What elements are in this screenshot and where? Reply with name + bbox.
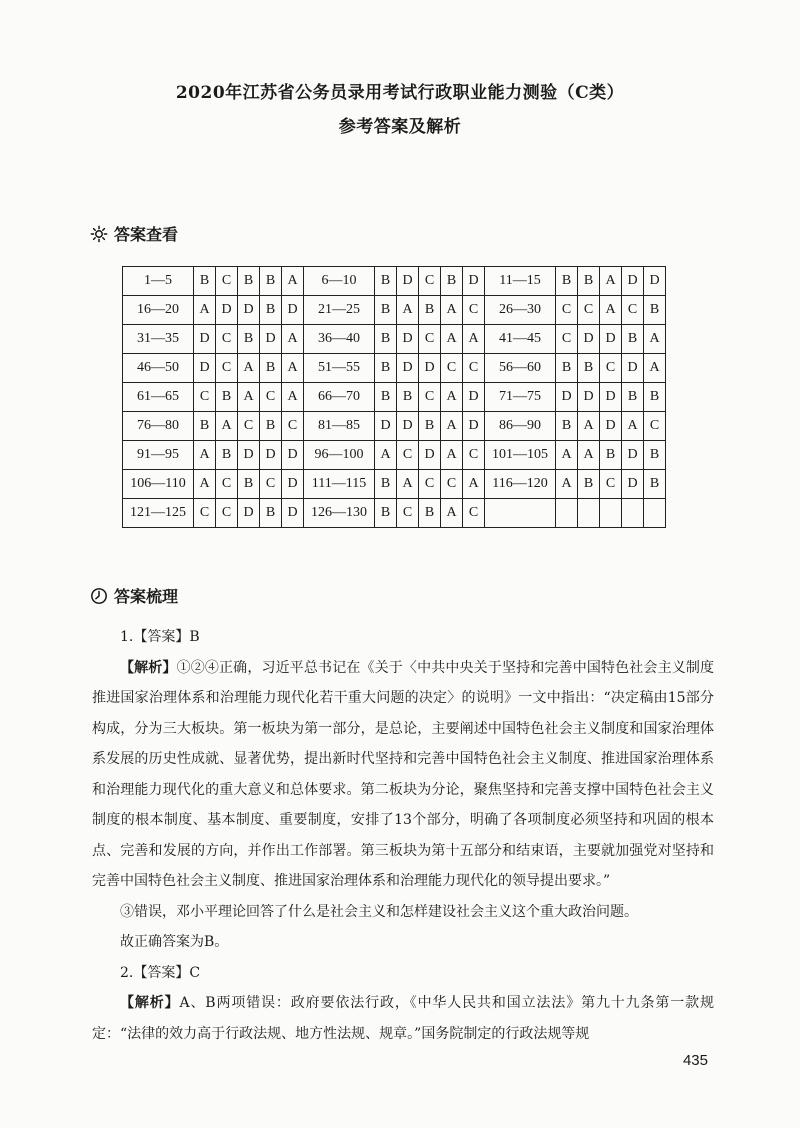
answer-letter-cell: A: [556, 470, 578, 499]
answer-letter-cell: D: [260, 325, 282, 354]
q2-answer-header: 2.【答案】C: [120, 964, 201, 981]
q1-conclusion: 故正确答案为B。: [120, 934, 229, 950]
question-range-cell: 46—50: [123, 354, 194, 383]
question-range-cell: 71—75: [485, 383, 556, 412]
answer-row: [123, 354, 666, 383]
answer-letter-cell: B: [260, 412, 282, 441]
answer-letter-cell: B: [419, 296, 441, 325]
answer-letter-cell: C: [441, 354, 463, 383]
answer-letter-cell: A: [463, 325, 485, 354]
answer-letter-cell: A: [441, 383, 463, 412]
answer-letter-cell: B: [216, 383, 238, 412]
answer-letter-cell: D: [397, 267, 419, 296]
answer-letter-cell: [644, 499, 666, 528]
answer-letter-cell: C: [216, 354, 238, 383]
answer-letter-cell: [600, 499, 622, 528]
answer-letter-cell: C: [600, 354, 622, 383]
answer-letter-cell: B: [644, 441, 666, 470]
answer-letter-cell: D: [397, 354, 419, 383]
answer-letter-cell: B: [644, 296, 666, 325]
answer-row: [123, 325, 666, 354]
answer-row: [123, 412, 666, 441]
answer-letter-cell: B: [556, 354, 578, 383]
analysis-section-heading: [90, 584, 178, 607]
answer-letter-cell: D: [622, 470, 644, 499]
answer-letter-cell: B: [216, 441, 238, 470]
answer-letter-cell: D: [397, 412, 419, 441]
answer-letter-cell: C: [216, 470, 238, 499]
answer-letter-cell: B: [578, 267, 600, 296]
answer-letter-cell: C: [194, 499, 216, 528]
answer-letter-cell: A: [238, 383, 260, 412]
question-range-cell: 91—95: [123, 441, 194, 470]
answer-letter-cell: B: [578, 354, 600, 383]
answer-letter-cell: C: [260, 383, 282, 412]
q1-paragraph-2: ③错误，邓小平理论回答了什么是社会主义和怎样建设社会主义这个重大政治问题。: [120, 903, 638, 920]
answer-letter-cell: D: [622, 441, 644, 470]
answer-letter-cell: A: [600, 296, 622, 325]
answer-letter-cell: D: [600, 325, 622, 354]
answer-letter-cell: D: [238, 296, 260, 325]
q1-analysis: [92, 653, 714, 897]
answer-letter-cell: B: [260, 354, 282, 383]
answer-letter-cell: C: [463, 441, 485, 470]
answer-letter-cell: B: [419, 412, 441, 441]
q2-analysis-text: A、B两项错误：政府要依法行政，《中华人民共和国立法法》第九十九条第一款规定：“法律的效力高于行政法规、地方性法规、规章。”国务院制定的行政法规等规: [92, 995, 714, 1042]
answer-letter-cell: B: [397, 383, 419, 412]
answer-letter-cell: A: [600, 267, 622, 296]
answer-letter-cell: B: [622, 325, 644, 354]
answer-letter-cell: B: [622, 383, 644, 412]
answer-letter-cell: A: [622, 412, 644, 441]
answer-letter-cell: C: [463, 499, 485, 528]
answer-letter-cell: B: [375, 470, 397, 499]
answer-letter-cell: B: [644, 383, 666, 412]
answer-letter-cell: D: [600, 383, 622, 412]
answer-letter-cell: D: [463, 412, 485, 441]
question-range-cell: 51—55: [304, 354, 375, 383]
answer-letter-cell: A: [194, 441, 216, 470]
answer-letter-cell: B: [194, 412, 216, 441]
answer-letter-cell: B: [194, 267, 216, 296]
answer-letter-cell: D: [622, 267, 644, 296]
answer-letter-cell: A: [556, 441, 578, 470]
answer-letter-cell: A: [463, 470, 485, 499]
question-range-cell: 61—65: [123, 383, 194, 412]
q1-answer-header: 1.【答案】B: [120, 629, 200, 645]
answer-letter-cell: D: [194, 354, 216, 383]
answer-letter-cell: B: [578, 470, 600, 499]
question-range-cell: [485, 499, 556, 528]
analysis-label: 【解析】: [120, 995, 180, 1011]
answer-letter-cell: D: [260, 441, 282, 470]
question-range-cell: 101—105: [485, 441, 556, 470]
answer-row: [123, 441, 666, 470]
answer-letter-cell: B: [238, 267, 260, 296]
answer-letter-cell: A: [441, 412, 463, 441]
answer-letter-cell: C: [578, 296, 600, 325]
answer-letter-cell: C: [397, 499, 419, 528]
answer-letter-cell: D: [282, 441, 304, 470]
answer-table: [122, 266, 666, 528]
answers-section-heading: [90, 222, 178, 245]
answer-letter-cell: D: [578, 325, 600, 354]
answer-letter-cell: A: [282, 267, 304, 296]
answer-letter-cell: C: [463, 296, 485, 325]
question-range-cell: 1—5: [123, 267, 194, 296]
question-range-cell: 86—90: [485, 412, 556, 441]
question-range-cell: 41—45: [485, 325, 556, 354]
answer-letter-cell: C: [419, 325, 441, 354]
answer-letter-cell: D: [397, 325, 419, 354]
answer-letter-cell: B: [556, 412, 578, 441]
answer-letter-cell: D: [419, 354, 441, 383]
answer-letter-cell: B: [375, 296, 397, 325]
answer-letter-cell: B: [419, 499, 441, 528]
answer-row: [123, 296, 666, 325]
page-title: 2020年江苏省公务员录用考试行政职业能力测验（C类）: [175, 83, 625, 103]
answer-letter-cell: [622, 499, 644, 528]
question-range-cell: 111—115: [304, 470, 375, 499]
answer-letter-cell: A: [282, 383, 304, 412]
answer-letter-cell: C: [238, 412, 260, 441]
answer-letter-cell: B: [375, 267, 397, 296]
question-range-cell: 81—85: [304, 412, 375, 441]
answer-letter-cell: B: [260, 296, 282, 325]
question-range-cell: 126—130: [304, 499, 375, 528]
answer-letter-cell: D: [419, 441, 441, 470]
question-range-cell: 31—35: [123, 325, 194, 354]
answer-row: [123, 383, 666, 412]
answer-letter-cell: B: [375, 325, 397, 354]
answer-letter-cell: A: [578, 441, 600, 470]
question-range-cell: 21—25: [304, 296, 375, 325]
answer-letter-cell: A: [441, 325, 463, 354]
answer-letter-cell: A: [397, 470, 419, 499]
answer-letter-cell: A: [194, 296, 216, 325]
page-number: 435: [682, 1052, 708, 1069]
answer-letter-cell: D: [556, 383, 578, 412]
question-range-cell: 76—80: [123, 412, 194, 441]
question-range-cell: 121—125: [123, 499, 194, 528]
clock-icon: [90, 587, 108, 605]
answer-letter-cell: C: [556, 296, 578, 325]
question-range-cell: 56—60: [485, 354, 556, 383]
answer-letter-cell: [578, 499, 600, 528]
answer-letter-cell: B: [644, 470, 666, 499]
answer-letter-cell: A: [282, 325, 304, 354]
answer-letter-cell: A: [194, 470, 216, 499]
question-range-cell: 116—120: [485, 470, 556, 499]
answer-letter-cell: C: [644, 412, 666, 441]
answer-letter-cell: D: [644, 267, 666, 296]
answer-letter-cell: C: [397, 441, 419, 470]
question-range-cell: 26—30: [485, 296, 556, 325]
answer-letter-cell: C: [194, 383, 216, 412]
answer-letter-cell: A: [441, 499, 463, 528]
answer-letter-cell: D: [375, 412, 397, 441]
answer-letter-cell: A: [578, 412, 600, 441]
answer-letter-cell: D: [578, 383, 600, 412]
answer-letter-cell: C: [260, 470, 282, 499]
answer-letter-cell: C: [556, 325, 578, 354]
question-range-cell: 6—10: [304, 267, 375, 296]
answer-letter-cell: A: [441, 296, 463, 325]
question-range-cell: 106—110: [123, 470, 194, 499]
answer-letter-cell: C: [216, 267, 238, 296]
answer-letter-cell: D: [463, 267, 485, 296]
q2-analysis: [92, 988, 714, 1049]
question-range-cell: 11—15: [485, 267, 556, 296]
answer-letter-cell: D: [282, 470, 304, 499]
answer-letter-cell: A: [644, 325, 666, 354]
answer-letter-cell: C: [463, 354, 485, 383]
question-range-cell: 96—100: [304, 441, 375, 470]
answer-letter-cell: D: [194, 325, 216, 354]
answer-row: [123, 267, 666, 296]
question-range-cell: 36—40: [304, 325, 375, 354]
answer-letter-cell: D: [216, 296, 238, 325]
answer-letter-cell: C: [622, 296, 644, 325]
answer-letter-cell: B: [238, 325, 260, 354]
question-range-cell: 66—70: [304, 383, 375, 412]
answer-letter-cell: B: [238, 470, 260, 499]
answer-letter-cell: B: [441, 267, 463, 296]
answer-letter-cell: C: [419, 383, 441, 412]
answer-letter-cell: C: [441, 470, 463, 499]
answer-letter-cell: D: [600, 412, 622, 441]
answer-letter-cell: C: [282, 412, 304, 441]
answer-letter-cell: B: [375, 383, 397, 412]
answer-letter-cell: A: [397, 296, 419, 325]
analysis-body: [92, 622, 714, 1049]
answer-letter-cell: D: [622, 354, 644, 383]
answer-letter-cell: B: [375, 499, 397, 528]
answer-letter-cell: B: [600, 441, 622, 470]
answer-letter-cell: A: [644, 354, 666, 383]
answer-letter-cell: B: [260, 267, 282, 296]
answer-letter-cell: D: [463, 383, 485, 412]
q1-analysis-text: ①②④正确，习近平总书记在《关于〈中共中央关于坚持和完善中国特色社会主义制度 推进国家治理体系和治理能力现代化若干重大问题的决定〉的说明》一文中指出：“决定稿由15部分构成，分为三大板块。第一板块为第一部分，是总论，主要阐述中国特色社会主义制度和国家治理体系发展的历史性成就、显著优势，提出新时代坚持和完善中国特色社会主义制度、推进国家治理体系和治理能力现代化的重大意义和总体要求。第二板块为分论，聚焦坚持和完善支撑中国特色社会主义制度的根本制度、基本制度、重要制度，安排了13个部分，明确了各项制度必须坚持和巩固的根本点、完善和发展的方向，并作出工作部署。第三板块为第十五部分和结束语，主要就加强党对坚持和完善中国特色社会主义制度、推进国家治理体系和治理能力现代化的领导提出要求。”: [92, 659, 715, 889]
answer-letter-cell: A: [282, 354, 304, 383]
answer-row: [123, 470, 666, 499]
answer-letter-cell: [556, 499, 578, 528]
answer-letter-cell: D: [238, 499, 260, 528]
answer-letter-cell: A: [238, 354, 260, 383]
question-range-cell: 16—20: [123, 296, 194, 325]
answer-letter-cell: C: [216, 499, 238, 528]
answer-letter-cell: A: [441, 441, 463, 470]
answer-letter-cell: B: [556, 267, 578, 296]
analysis-label: 【解析】: [120, 659, 177, 676]
answer-row: [123, 499, 666, 528]
answer-letter-cell: C: [419, 470, 441, 499]
answer-letter-cell: C: [419, 267, 441, 296]
answer-letter-cell: C: [600, 470, 622, 499]
answers-heading-text: 答案查看: [114, 225, 179, 244]
answer-letter-cell: D: [282, 499, 304, 528]
answer-letter-cell: D: [282, 296, 304, 325]
answer-letter-cell: B: [375, 354, 397, 383]
page-subtitle: 参考答案及解析: [338, 117, 462, 137]
answer-letter-cell: B: [260, 499, 282, 528]
answer-letter-cell: A: [375, 441, 397, 470]
answer-letter-cell: A: [216, 412, 238, 441]
answer-letter-cell: C: [216, 325, 238, 354]
sun-icon: [90, 225, 108, 243]
answer-letter-cell: D: [238, 441, 260, 470]
analysis-heading-text: 答案梳理: [114, 587, 179, 606]
